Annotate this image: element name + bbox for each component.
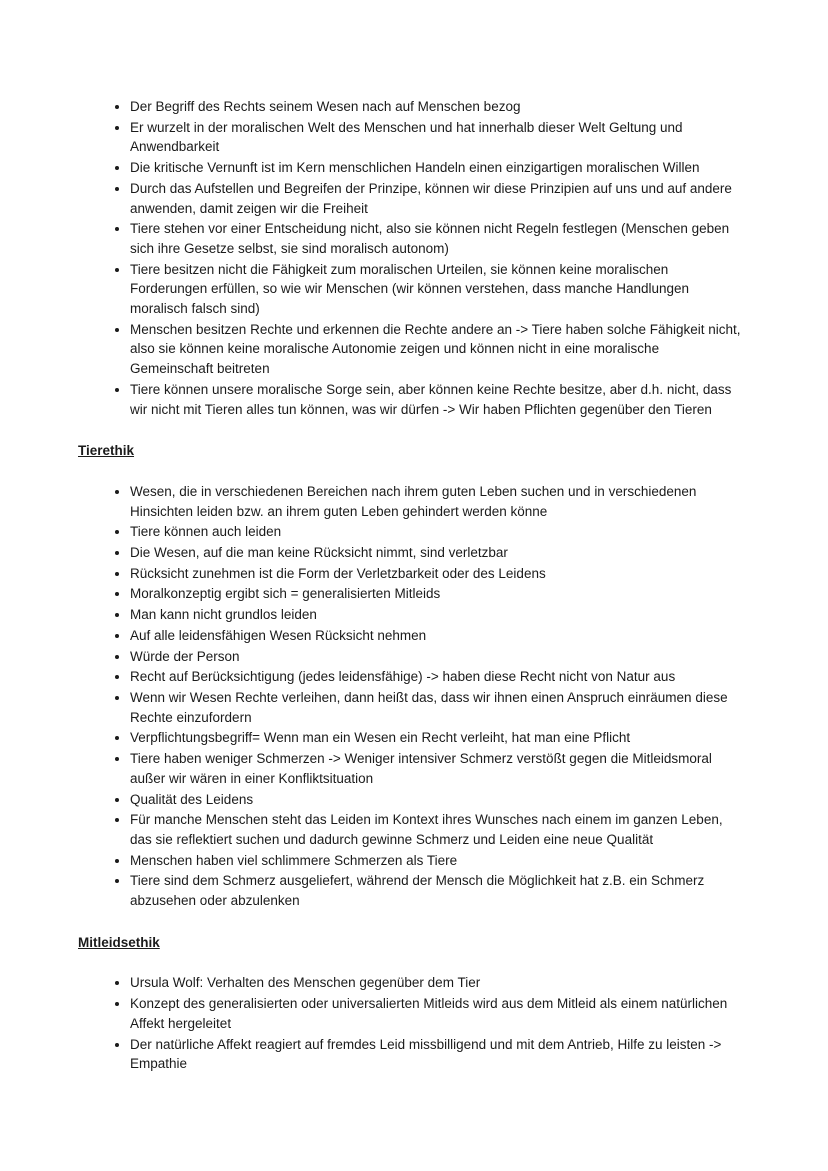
section-mitleidsethik [78, 933, 746, 1074]
bullet-item: • Auf alle leidensfähigen Wesen Rücksicht nehmen [130, 626, 746, 646]
section-tierethik [78, 441, 746, 910]
section-heading-mitleidsethik: Mitleidsethik [78, 934, 160, 950]
bullet-item: • Wesen, die in verschiedenen Bereichen nach ihrem guten Leben suchen und in verschiedenen Hinsichten leiden bzw. an ihrem guten Leben gehindert werden könne [130, 482, 746, 521]
bullet-item: • Für manche Menschen steht das Leiden im Kontext ihres Wunsches nach einem im ganzen Leben, das sie reflektiert suchen und dadurch gewinne Schmerz und Leiden eine neue Qualität [130, 810, 746, 849]
bullet-item: • Würde der Person [130, 647, 746, 667]
bullet-item: • Qualität des Leidens [130, 790, 746, 810]
bullet-item: • Verpflichtungsbegriff= Wenn man ein Wesen ein Recht verleiht, hat man eine Pflicht [130, 728, 746, 748]
bullet-item: • Rücksicht zunehmen ist die Form der Verletzbarkeit oder des Leidens [130, 564, 746, 584]
section-heading-tierethik: Tierethik [78, 443, 135, 459]
bullet-item: • Er wurzelt in der moralischen Welt des Menschen und hat innerhalb dieser Welt Geltung und Anwendbarkeit [130, 118, 746, 157]
bullet-item: • Durch das Aufstellen und Begreifen der Prinzipe, können wir diese Prinzipien auf uns und auf andere anwenden, damit zeigen wir die Freiheit [130, 179, 746, 218]
bullet-item: • Konzept des generalisierten oder universalierten Mitleids wird aus dem Mitleid als einem natürlichen Affekt hergeleitet [130, 994, 746, 1033]
bullet-item: • Recht auf Berücksichtigung (jedes leidensfähige) -> haben diese Recht nicht von Natur aus [130, 667, 746, 687]
bullet-item: • Tiere stehen vor einer Entscheidung nicht, also sie können nicht Regeln festlegen (Menschen geben sich ihre Gesetze selbst, sie sind moralisch autonom) [130, 219, 746, 258]
bullet-item: • Wenn wir Wesen Rechte verleihen, dann heißt das, dass wir ihnen einen Anspruch einräumen diese Rechte einzufordern [130, 688, 746, 727]
bullet-list [78, 482, 746, 911]
bullet-item: • Menschen besitzen Rechte und erkennen die Rechte andere an -> Tiere haben solche Fähigkeit nicht, also sie können keine moralische Autonomie zeigen und können nicht in eine moralische Gemeinschaft beitreten [130, 320, 746, 379]
bullet-item: • Menschen haben viel schlimmere Schmerzen als Tiere [130, 851, 746, 871]
bullet-item: • Der natürliche Affekt reagiert auf fremdes Leid missbilligend und mit dem Antrieb, Hilfe zu leisten -> Empathie [130, 1035, 746, 1074]
bullet-item: • Tiere besitzen nicht die Fähigkeit zum moralischen Urteilen, sie können keine moralischen Forderungen erfüllen, so wie wir Menschen (wir können verstehen, dass manche Handlungen moralisch falsch sind) [130, 260, 746, 319]
bullet-list [78, 97, 746, 419]
bullet-item: • Tiere können unsere moralische Sorge sein, aber können keine Rechte besitze, aber d.h. nicht, dass wir nicht mit Tieren alles tun können, was wir dürfen -> Wir haben Pflichten gegenüber den Tieren [130, 380, 746, 419]
bullet-item: • Man kann nicht grundlos leiden [130, 605, 746, 625]
bullet-item: • Tiere haben weniger Schmerzen -> Weniger intensiver Schmerz verstößt gegen die Mitleidsmoral außer wir wären in einer Konfliktsituation [130, 749, 746, 788]
section-rechte-intro [78, 97, 746, 419]
bullet-item: • Der Begriff des Rechts seinem Wesen nach auf Menschen bezog [130, 97, 746, 117]
bullet-item: • Die kritische Vernunft ist im Kern menschlichen Handeln einen einzigartigen moralischen Willen [130, 158, 746, 178]
bullet-list [78, 973, 746, 1074]
bullet-item: • Moralkonzeptig ergibt sich = generalisierten Mitleids [130, 584, 746, 604]
bullet-item: • Tiere sind dem Schmerz ausgeliefert, während der Mensch die Möglichkeit hat z.B. ein Schmerz abzusehen oder abzulenken [130, 871, 746, 910]
bullet-item: • Tiere können auch leiden [130, 522, 746, 542]
bullet-item: • Ursula Wolf: Verhalten des Menschen gegenüber dem Tier [130, 973, 746, 993]
bullet-item: • Die Wesen, auf die man keine Rücksicht nimmt, sind verletzbar [130, 543, 746, 563]
